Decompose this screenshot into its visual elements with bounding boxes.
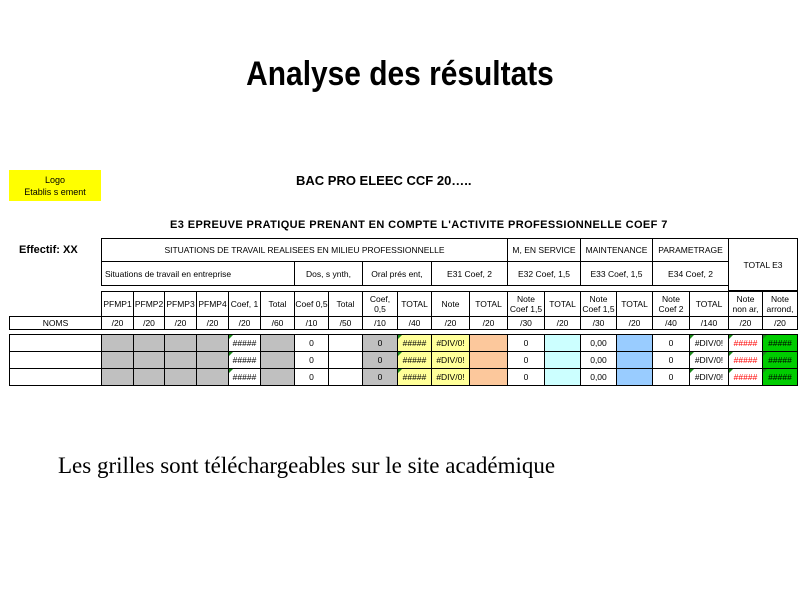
score-cell[interactable]: 0 (294, 334, 329, 352)
score-cell[interactable] (101, 334, 134, 352)
header-parametrage: PARAMETRAGE (652, 238, 729, 262)
unit-cell: /20 (431, 316, 470, 330)
score-cell[interactable]: ##### (228, 351, 261, 369)
score-cell[interactable] (544, 334, 581, 352)
score-cell[interactable]: #DIV/0! (431, 368, 470, 386)
subheader-cell: TOTAL (397, 291, 432, 317)
unit-cell: /20 (196, 316, 229, 330)
score-cell[interactable] (196, 351, 229, 369)
score-cell[interactable] (544, 368, 581, 386)
score-cell[interactable]: #DIV/0! (431, 334, 470, 352)
unit-cell: /20 (762, 316, 798, 330)
score-cell[interactable] (196, 334, 229, 352)
unit-cell: /10 (362, 316, 398, 330)
score-cell[interactable]: ##### (762, 368, 798, 386)
subheader-cell: Coef 0,5 (294, 291, 329, 317)
subheader-cell: Note (431, 291, 470, 317)
unit-cell: /140 (689, 316, 729, 330)
score-cell[interactable]: ##### (728, 351, 763, 369)
score-cell[interactable] (616, 334, 653, 352)
header-oral: Oral prés ent, (362, 261, 432, 286)
score-cell[interactable] (164, 334, 197, 352)
unit-cell: /20 (544, 316, 581, 330)
score-cell[interactable]: #DIV/0! (689, 334, 729, 352)
score-cell[interactable]: ##### (397, 351, 432, 369)
score-cell[interactable] (328, 334, 363, 352)
header-situations-entreprise: Situations de travail en entreprise (101, 261, 295, 286)
subheader-cell: Coef, 1 (228, 291, 261, 317)
header-dossier-synthese: Dos, s ynth, (294, 261, 363, 286)
unit-cell: /20 (228, 316, 261, 330)
score-cell[interactable]: 0 (294, 351, 329, 369)
unit-cell: /30 (580, 316, 617, 330)
subheader-cell: TOTAL (469, 291, 508, 317)
unit-cell: /20 (616, 316, 653, 330)
score-cell[interactable]: 0,00 (580, 368, 617, 386)
score-cell[interactable]: ##### (228, 368, 261, 386)
unit-cell: /30 (507, 316, 545, 330)
headcount-label: Effectif: XX (19, 244, 78, 256)
score-cell[interactable]: #DIV/0! (689, 351, 729, 369)
subheader-cell: Coef, 0,5 (362, 291, 398, 317)
subheader-cell: Note non ar, (728, 291, 763, 317)
unit-cell: /20 (728, 316, 763, 330)
score-cell[interactable] (616, 351, 653, 369)
score-cell[interactable]: #DIV/0! (431, 351, 470, 369)
score-cell[interactable]: 0 (362, 351, 398, 369)
score-cell[interactable] (469, 334, 508, 352)
score-cell[interactable] (328, 368, 363, 386)
subheader-cell: TOTAL (689, 291, 729, 317)
student-name-cell[interactable] (9, 368, 102, 386)
score-cell[interactable] (469, 368, 508, 386)
student-name-cell[interactable] (9, 351, 102, 369)
score-cell[interactable]: ##### (728, 334, 763, 352)
subheader-cell: PFMP1 (101, 291, 134, 317)
unit-cell: /50 (328, 316, 363, 330)
score-cell[interactable]: 0 (507, 334, 545, 352)
subheader-cell: Note Coef 1,5 (507, 291, 545, 317)
score-cell[interactable] (101, 351, 134, 369)
unit-cell: /20 (469, 316, 508, 330)
score-cell[interactable] (260, 351, 295, 369)
subheader-cell: Note arrond, (762, 291, 798, 317)
subheader-cell: PFMP4 (196, 291, 229, 317)
subheader-cell: PFMP2 (133, 291, 165, 317)
score-cell[interactable]: ##### (762, 334, 798, 352)
unit-cell: /40 (652, 316, 690, 330)
unit-cell: /40 (397, 316, 432, 330)
score-cell[interactable]: 0,00 (580, 351, 617, 369)
score-cell[interactable] (260, 368, 295, 386)
score-cell[interactable]: 0 (362, 334, 398, 352)
score-cell[interactable] (164, 351, 197, 369)
subheader-cell: Note Coef 1,5 (580, 291, 617, 317)
header-e34: E34 Coef, 2 (652, 261, 729, 286)
score-cell[interactable] (133, 368, 165, 386)
subheader-cell: Total (260, 291, 295, 317)
unit-cell: /10 (294, 316, 329, 330)
score-cell[interactable] (101, 368, 134, 386)
score-cell[interactable] (164, 368, 197, 386)
unit-cell: /20 (101, 316, 134, 330)
student-name-cell[interactable] (9, 334, 102, 352)
score-cell[interactable] (616, 368, 653, 386)
score-cell[interactable]: 0 (652, 334, 690, 352)
score-cell[interactable]: ##### (397, 334, 432, 352)
subheader-cell: Total (328, 291, 363, 317)
logo-label: Logo (44, 175, 66, 185)
score-cell[interactable]: 0 (652, 368, 690, 386)
exam-title: E3 EPREUVE PRATIQUE PRENANT EN COMPTE L'ACTIVITE PROFESSIONNELLE COEF 7 (170, 219, 668, 231)
header-e31: E31 Coef, 2 (431, 261, 508, 286)
score-cell[interactable] (133, 351, 165, 369)
score-cell[interactable]: 0,00 (580, 334, 617, 352)
footer-note: Les grilles sont téléchargeables sur le site académique (58, 453, 556, 478)
score-cell[interactable]: ##### (397, 368, 432, 386)
unit-cell: /20 (164, 316, 197, 330)
document-title: BAC PRO ELEEC CCF 20….. (296, 173, 472, 188)
subheader-cell: TOTAL (616, 291, 653, 317)
score-cell[interactable]: 0 (652, 351, 690, 369)
score-cell[interactable]: 0 (294, 368, 329, 386)
slide-title: Analyse des résultats (246, 55, 554, 93)
unit-cell: /20 (133, 316, 165, 330)
score-cell[interactable]: 0 (362, 368, 398, 386)
score-cell[interactable] (133, 334, 165, 352)
score-cell[interactable]: ##### (762, 351, 798, 369)
subheader-cell: Note Coef 2 (652, 291, 690, 317)
score-cell[interactable] (328, 351, 363, 369)
score-cell[interactable]: ##### (228, 334, 261, 352)
unit-cell: /60 (260, 316, 295, 330)
score-cell[interactable]: ##### (728, 368, 763, 386)
header-e32: E32 Coef, 1,5 (507, 261, 581, 286)
score-cell[interactable]: 0 (507, 351, 545, 369)
score-cell[interactable] (196, 368, 229, 386)
score-cell[interactable] (544, 351, 581, 369)
header-maintenance: MAINTENANCE (580, 238, 653, 262)
header-mise-en-service: M, EN SERVICE (507, 238, 581, 262)
score-cell[interactable]: 0 (507, 368, 545, 386)
score-cell[interactable] (469, 351, 508, 369)
header-e33: E33 Coef, 1,5 (580, 261, 653, 286)
score-cell[interactable]: #DIV/0! (689, 368, 729, 386)
header-total-e3: TOTAL E3 (728, 238, 798, 291)
subheader-cell: TOTAL (544, 291, 581, 317)
header-situations-pro: SITUATIONS DE TRAVAIL REALISEES EN MILIEU PROFESSIONNELLE (101, 238, 508, 262)
subheader-cell: PFMP3 (164, 291, 197, 317)
establishment-label: Etablis s ement (24, 187, 86, 197)
score-cell[interactable] (260, 334, 295, 352)
noms-header: NOMS (9, 316, 102, 330)
